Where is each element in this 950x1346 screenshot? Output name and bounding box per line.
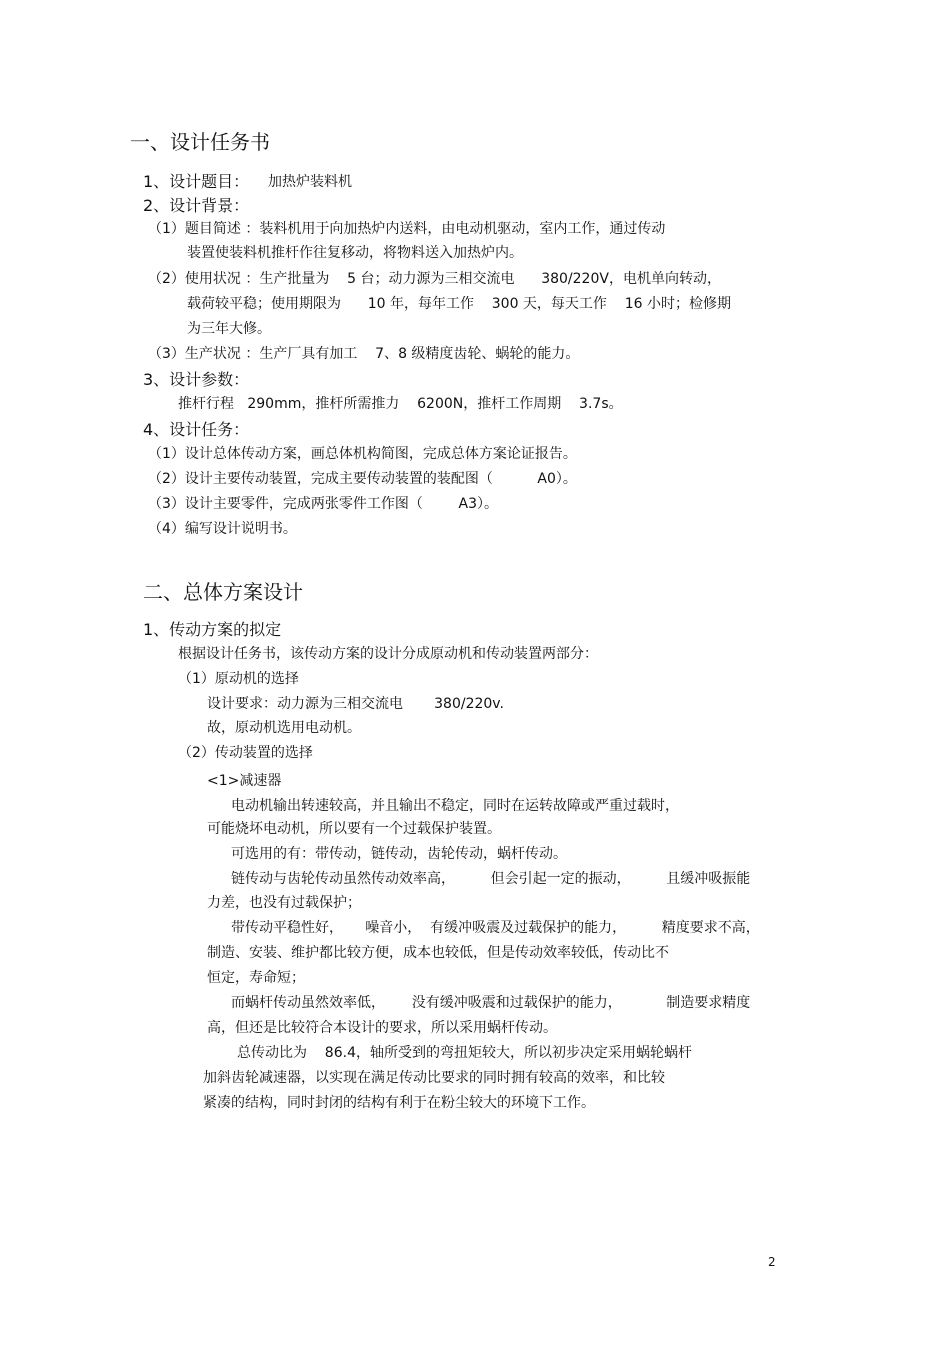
usage-status-line3: 为三年大修。 [187,321,271,337]
production-status-line: （3）生产状况 ：生产厂具有加工 7、8 级精度齿轮、蜗轮的能力。 [148,346,580,362]
design-topic-value: 加热炉装料机 [268,174,352,190]
reducer-heading: <1>减速器 [207,773,282,789]
transmission-scheme-heading: 1、传动方案的拟定 [143,620,282,639]
usage-status-line2: 载荷较平稳；使用期限为 10 年，每年工作 300 天，每天工作 16 小时；检修期 [187,296,732,312]
prime-mover-line2: 故，原动机选用电动机。 [207,720,361,736]
usage-status-line1: （2）使用状况 ：生产批量为 5 台；动力源为三相交流电 380/220V，电机单向转动， [148,271,721,287]
task-item-4: （4）编写设计说明书。 [148,521,297,537]
section-title-overall-scheme: 二、总体方案设计 [143,580,303,604]
reducer-para6-line1: 总传动比为 86.4，轴所受到的弯扭矩较大，所以初步决定采用蜗轮蜗杆 [237,1045,692,1061]
reducer-para3-line1: 链传动与齿轮传动虽然传动效率高， 但会引起一定的振动， 且缓冲吸振能 [231,871,751,887]
design-topic-heading: 1、设计题目： [143,172,250,191]
task-item-3: （3）设计主要零件，完成两张零件工作图（ A3）。 [148,496,498,512]
reducer-para4-line2: 制造、安装、维护都比较方便，成本也较低，但是传动效率较低，传动比不 [207,945,669,961]
prime-mover-heading: （1）原动机的选择 [178,671,299,687]
reducer-para5-line2: 高，但还是比较符合本设计的要求，所以采用蜗杆传动。 [207,1020,557,1036]
reducer-para6-line3: 紧凑的结构，同时封闭的结构有利于在粉尘较大的环境下工作。 [203,1095,595,1111]
reducer-para2-line1: 可选用的有：带传动，链传动，齿轮传动，蜗杆传动。 [231,846,567,862]
section-title-design-task: 一、设计任务书 [130,130,270,154]
page-number: 2 [768,1255,776,1269]
design-params-line: 推杆行程 290mm，推杆所需推力 6200N，推杆工作周期 3.7s。 [178,396,623,412]
reducer-para3-line2: 力差，也没有过载保护； [207,895,361,911]
scheme-intro: 根据设计任务书，该传动方案的设计分成原动机和传动装置两部分： [178,646,598,662]
task-item-1: （1）设计总体传动方案，画总体机构简图，完成总体方案论证报告。 [148,446,577,462]
design-tasks-heading: 4、设计任务： [143,420,250,439]
transmission-device-heading: （2）传动装置的选择 [178,745,313,761]
background-brief-line1: （1）题目简述 ：装料机用于向加热炉内送料，由电动机驱动，室内工作，通过传动 [148,221,666,237]
design-params-heading: 3、设计参数： [143,370,250,389]
reducer-para1-line2: 可能烧坏电动机，所以要有一个过载保护装置。 [207,821,501,837]
reducer-para4-line3: 恒定，寿命短； [207,970,305,986]
design-background-heading: 2、设计背景： [143,196,250,215]
background-brief-line2: 装置使装料机推杆作往复移动，将物料送入加热炉内。 [187,245,523,261]
prime-mover-line1: 设计要求：动力源为三相交流电 380/220v. [207,696,504,712]
reducer-para4-line1: 带传动平稳性好， 噪音小， 有缓冲吸震及过载保护的能力， 精度要求不高， [231,920,760,936]
task-item-2: （2）设计主要传动装置，完成主要传动装置的装配图（ A0）。 [148,471,577,487]
reducer-para1-line1: 电动机输出转速较高，并且输出不稳定，同时在运转故障或严重过载时， [231,798,679,814]
reducer-para6-line2: 加斜齿轮减速器，以实现在满足传动比要求的同时拥有较高的效率，和比较 [203,1070,665,1086]
reducer-para5-line1: 而蜗杆传动虽然效率低， 没有缓冲吸震和过载保护的能力， 制造要求精度 [231,995,751,1011]
